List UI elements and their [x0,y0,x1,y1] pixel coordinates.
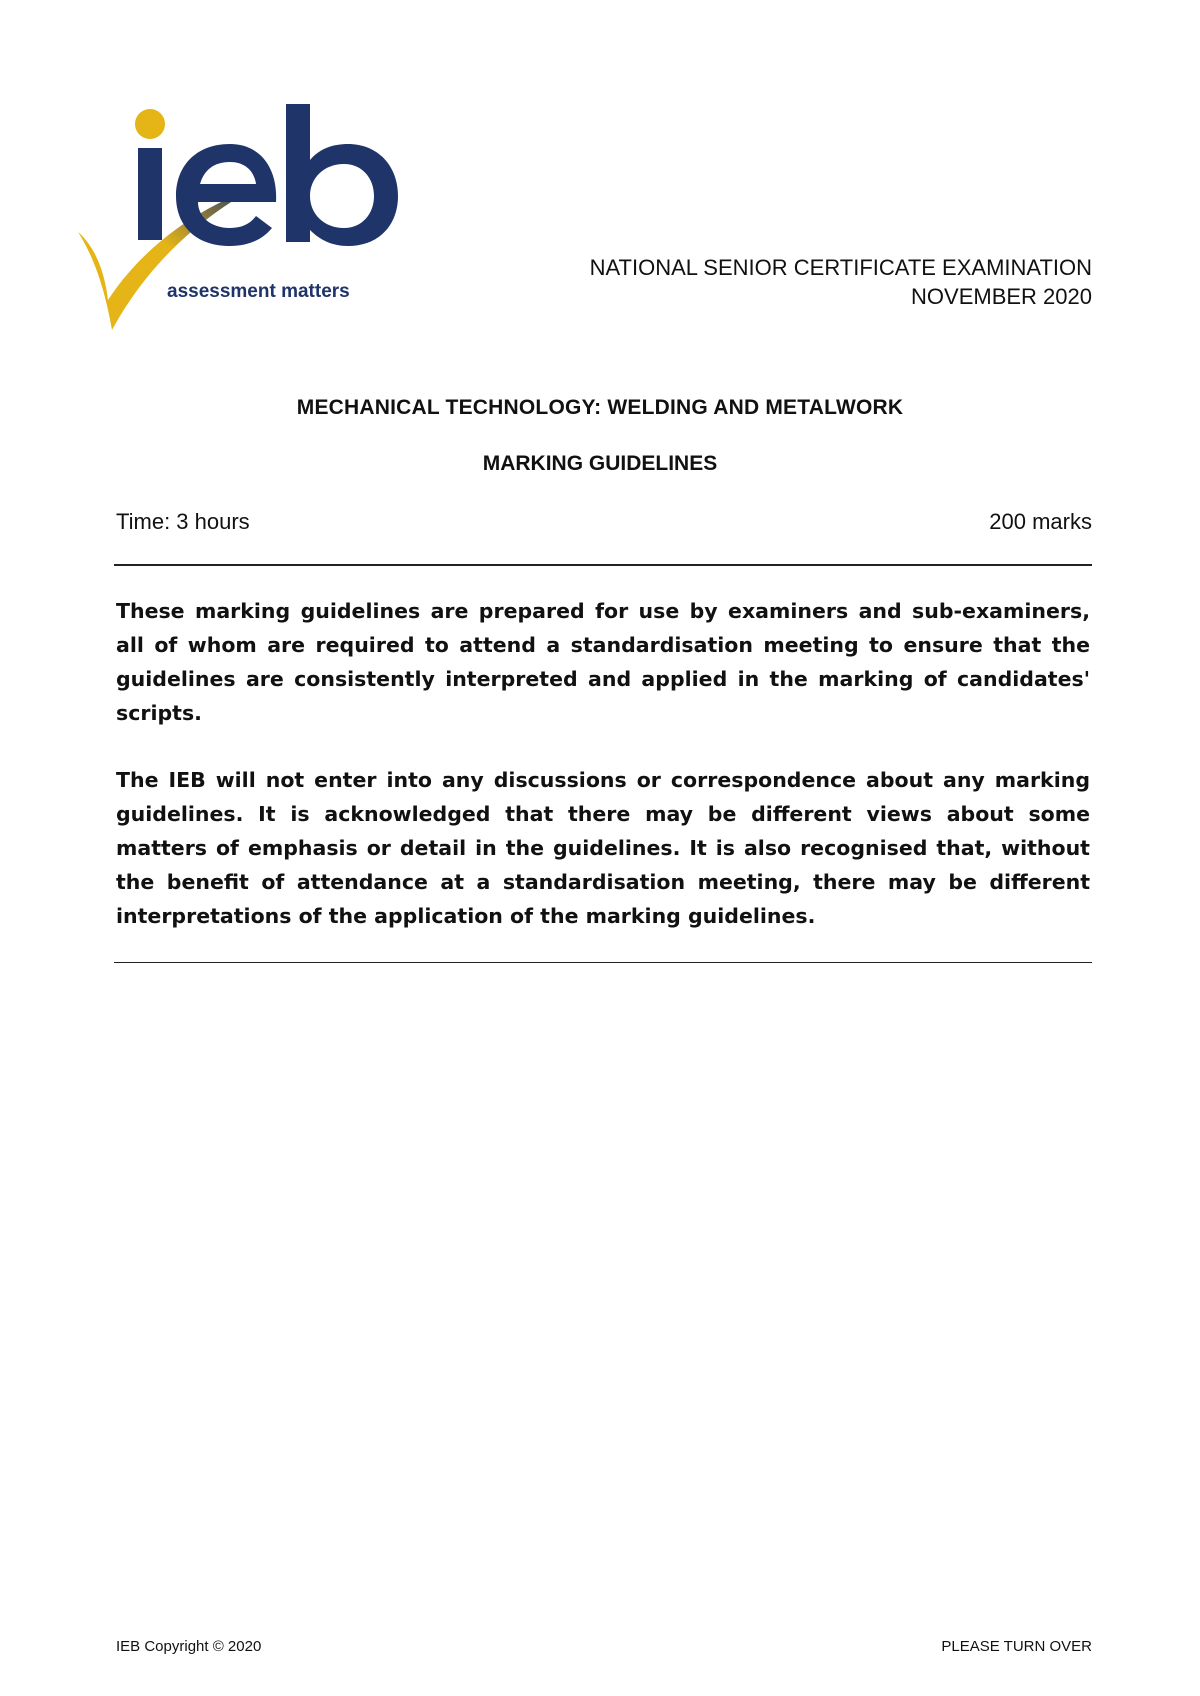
ieb-logo-graphic [78,104,398,334]
exam-name: NATIONAL SENIOR CERTIFICATE EXAMINATION [589,255,1092,280]
exam-time: Time: 3 hours [116,509,250,534]
logo-letter-b [286,104,398,246]
exam-total-marks: 200 marks [989,509,1092,534]
logo-letter-i [138,148,162,240]
footer-turn-over: PLEASE TURN OVER [941,1638,1092,1655]
notice-paragraph-2: The IEB will not enter into any discussions or correspondence about any marking guidelines. It is acknowledged that there may be different views about some matters of emphasis or detail in the guidelines. It is also recognised that, without the benefit of attendance at a standardisation meeting, there may be different interpretations of the application of the marking guidelines. [116,768,1090,928]
ieb-logo [78,104,398,334]
footer-copyright: IEB Copyright © 2020 [116,1638,262,1655]
divider-top [114,564,1092,566]
exam-header [590,253,1092,311]
logo-tagline: assessment matters [167,281,350,302]
logo-letter-e [176,144,276,246]
logo-dot [135,109,165,139]
document-title: MARKING GUIDELINES [482,452,718,475]
exam-meta-row [116,509,1092,535]
exam-date: NOVEMBER 2020 [911,284,1092,309]
notice-paragraph-1: These marking guidelines are prepared for use by examiners and sub-examiners, all of whom are required to attend a standardisation meeting to ensure that the guidelines are consistently interpreted and applied in the marking of candidates' scripts. [116,599,1090,725]
subject-title: MECHANICAL TECHNOLOGY: WELDING AND METALWORK [296,396,904,419]
logo-tick [78,188,254,330]
divider-bottom [114,962,1092,963]
